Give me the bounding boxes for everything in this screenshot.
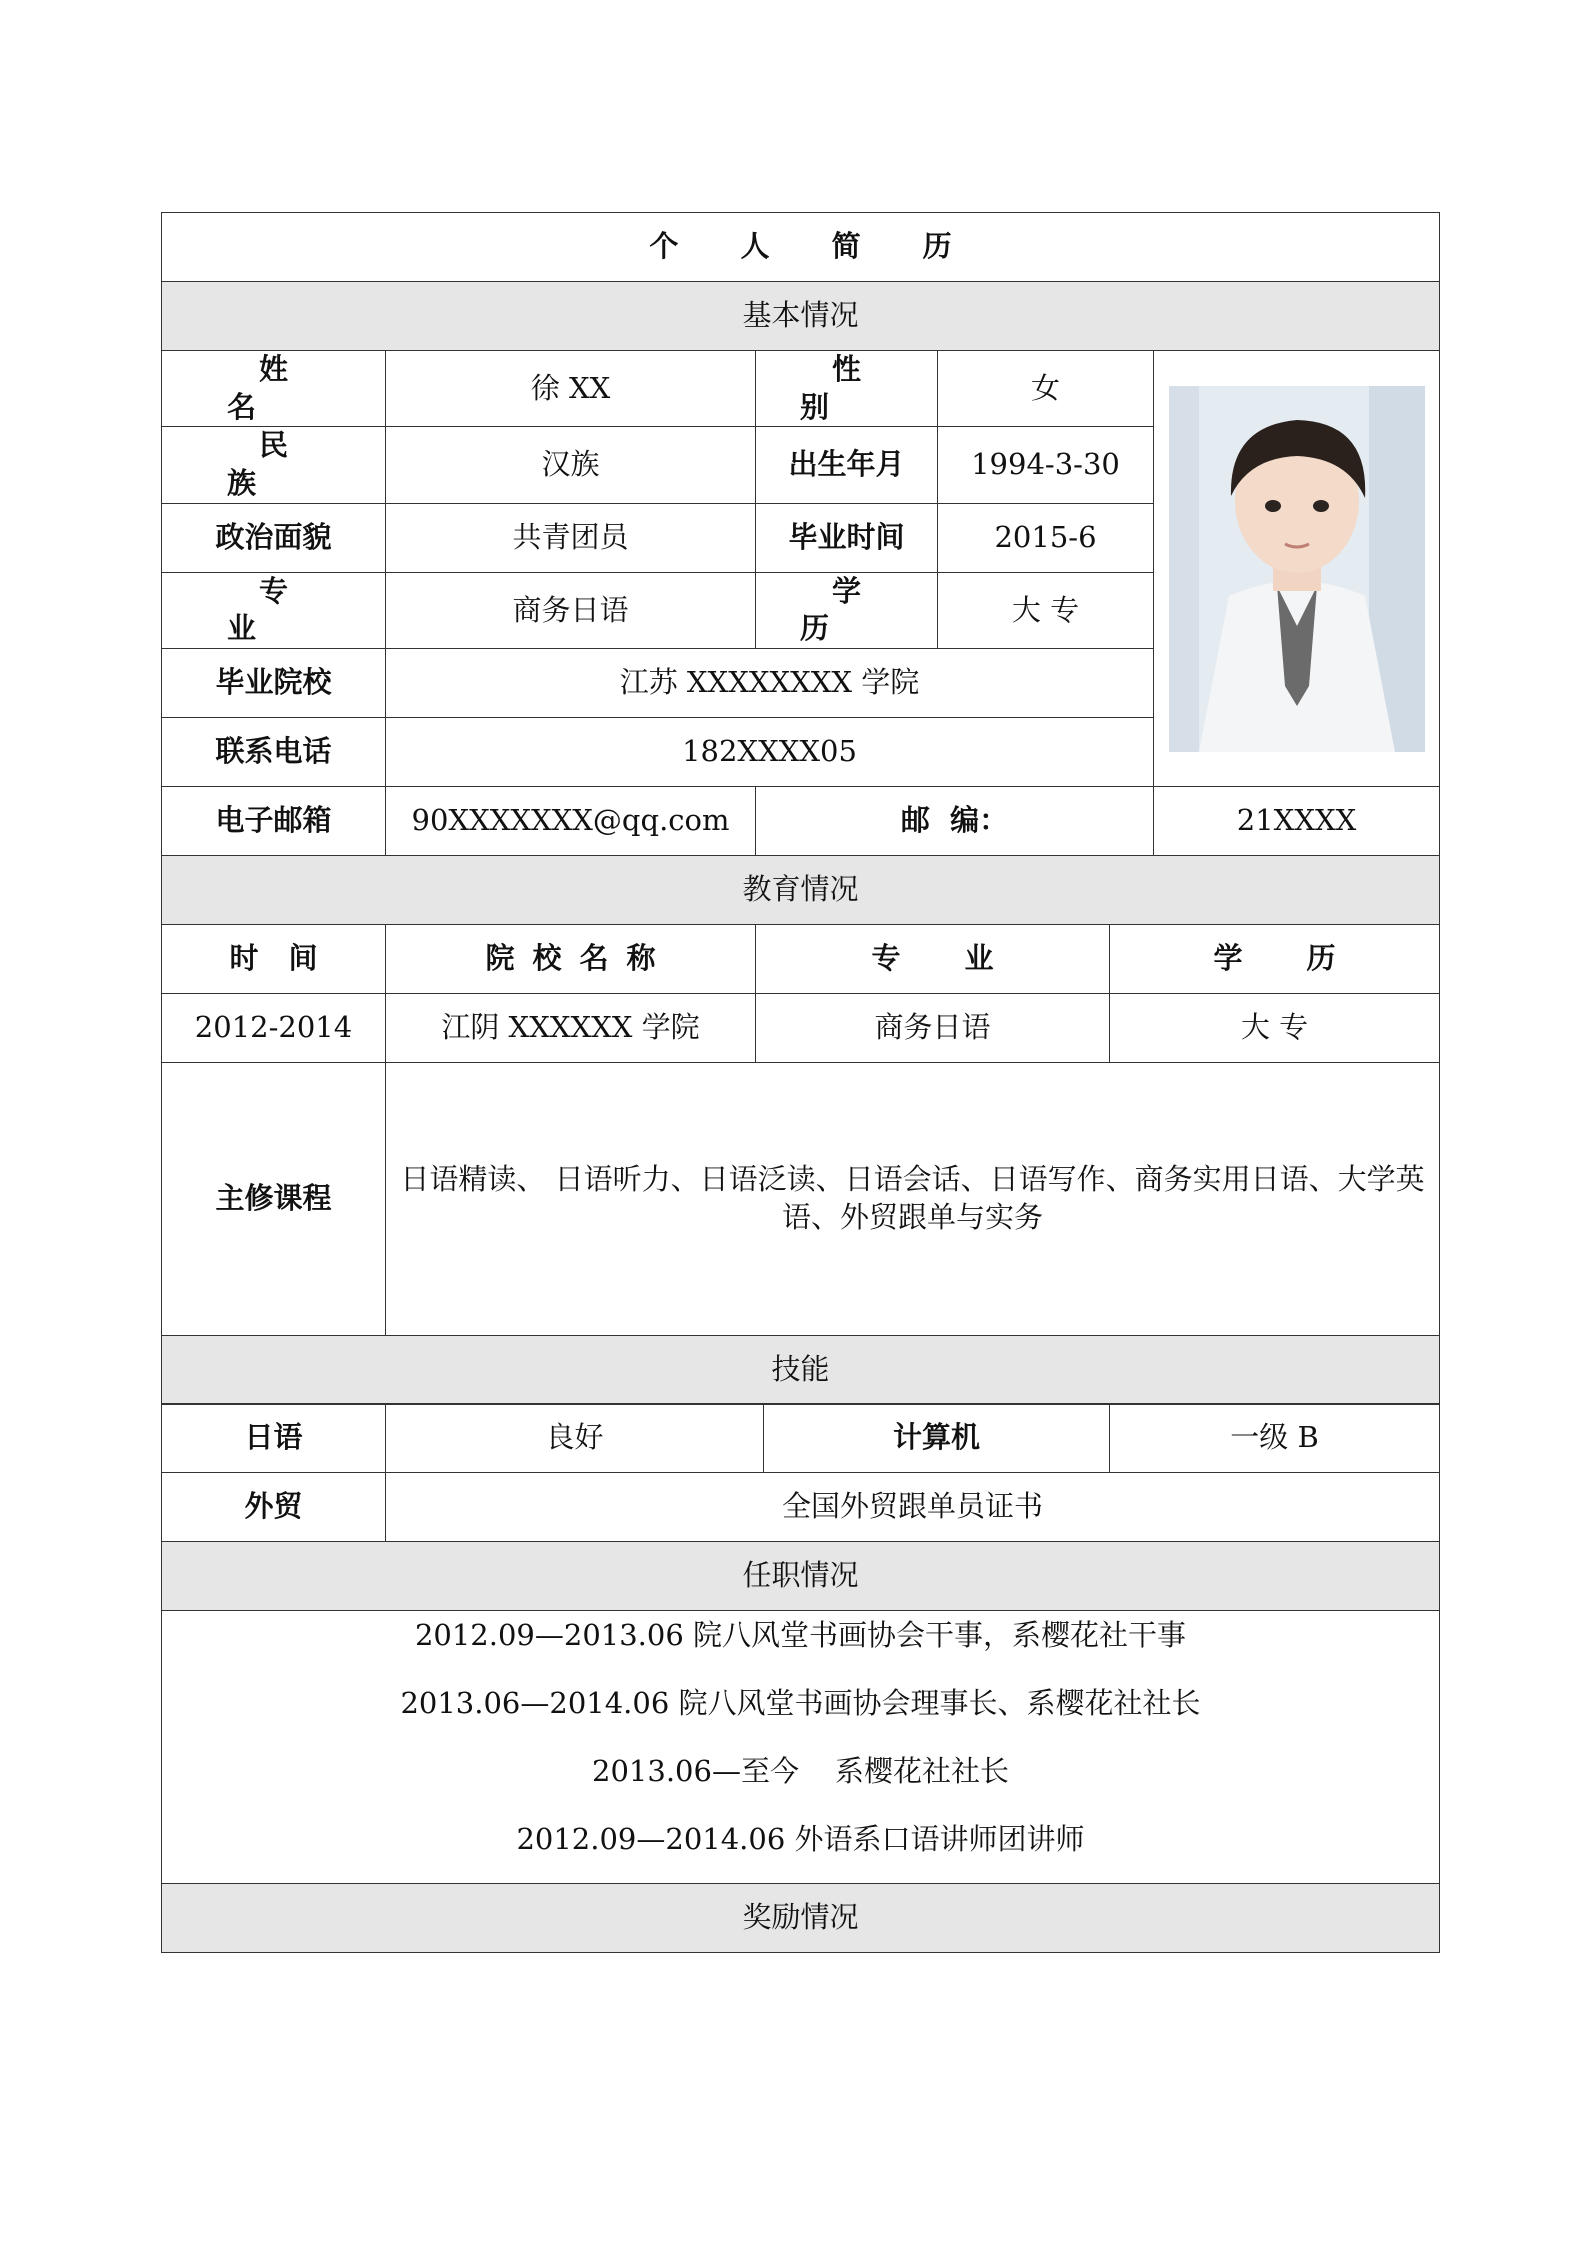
job-period: 2013.06—2014.06 — [400, 1686, 670, 1721]
school-value: 江苏 XXXXXXXX 学院 — [386, 649, 1154, 718]
page-title: 个 人 简 历 — [162, 213, 1440, 282]
phone-value: 182XXXX05 — [386, 718, 1154, 787]
education-table — [161, 924, 1440, 1405]
postcode-label: 邮 编： — [756, 787, 1154, 856]
computer-value: 一级 B — [1110, 1404, 1440, 1473]
photo-cell — [1154, 351, 1440, 787]
birth-label: 出生年月 — [756, 427, 938, 503]
courses-label: 主修课程 — [162, 1062, 386, 1335]
edu-time: 2012-2014 — [162, 993, 386, 1062]
section-skills: 技能 — [162, 1335, 1440, 1404]
postcode-value: 21XXXX — [1154, 787, 1440, 856]
edu-school: 江阴 XXXXXX 学院 — [386, 993, 756, 1062]
skills-table — [161, 1403, 1440, 1953]
list-item — [162, 1815, 1439, 1883]
section-awards: 奖励情况 — [162, 1884, 1440, 1953]
birth-value: 1994-3-30 — [938, 427, 1154, 503]
section-jobs: 任职情况 — [162, 1542, 1440, 1611]
computer-label: 计算机 — [764, 1404, 1110, 1473]
edu-header-major: 专业 — [756, 924, 1110, 993]
phone-label: 联系电话 — [162, 718, 386, 787]
ethnicity-label: 民族 — [162, 427, 386, 503]
job-period: 2013.06—至今 — [592, 1754, 799, 1789]
japanese-value: 良好 — [386, 1404, 764, 1473]
list-item — [162, 1611, 1439, 1679]
degree-label: 学历 — [756, 572, 938, 648]
resume-table — [161, 212, 1440, 925]
list-item — [162, 1679, 1439, 1747]
major-value: 商务日语 — [386, 572, 756, 648]
job-desc: 外语系口语讲师团讲师 — [794, 1822, 1085, 1857]
edu-header-school: 院校名称 — [386, 924, 756, 993]
gender-label: 性别 — [756, 351, 938, 427]
trade-value: 全国外贸跟单员证书 — [386, 1473, 1440, 1542]
job-desc: 院八风堂书画协会干事，系樱花社干事 — [693, 1618, 1187, 1653]
edu-degree: 大 专 — [1110, 993, 1440, 1062]
jobs-list — [162, 1611, 1440, 1884]
table-row — [162, 993, 1440, 1062]
job-period: 2012.09—2013.06 — [414, 1618, 684, 1653]
edu-header-time: 时间 — [162, 924, 386, 993]
edu-major: 商务日语 — [756, 993, 1110, 1062]
list-item — [162, 1747, 1439, 1815]
profile-photo-illustration — [1169, 386, 1425, 752]
job-desc: 系樱花社社长 — [834, 1754, 1009, 1789]
japanese-label: 日语 — [162, 1404, 386, 1473]
major-label: 专业 — [162, 572, 386, 648]
school-label: 毕业院校 — [162, 649, 386, 718]
politics-value: 共青团员 — [386, 503, 756, 572]
edu-header-degree: 学历 — [1110, 924, 1440, 993]
profile-photo — [1169, 386, 1425, 752]
gender-value: 女 — [938, 351, 1154, 427]
politics-label: 政治面貌 — [162, 503, 386, 572]
section-basic-info: 基本情况 — [162, 282, 1440, 351]
email-value: 90XXXXXXX@qq.com — [386, 787, 756, 856]
courses-value: 日语精读、 日语听力、日语泛读、日语会话、日语写作、商务实用日语、大学英语、外贸跟单与实务 — [386, 1062, 1440, 1335]
trade-label: 外贸 — [162, 1473, 386, 1542]
section-education: 教育情况 — [162, 856, 1440, 925]
email-label: 电子邮箱 — [162, 787, 386, 856]
resume-sheet — [161, 212, 1439, 1953]
degree-value: 大 专 — [938, 572, 1154, 648]
name-label: 姓名 — [162, 351, 386, 427]
grad-time-value: 2015-6 — [938, 503, 1154, 572]
name-value: 徐 XX — [386, 351, 756, 427]
ethnicity-value: 汉族 — [386, 427, 756, 503]
job-period: 2012.09—2014.06 — [516, 1822, 786, 1857]
job-desc: 院八风堂书画协会理事长、系樱花社社长 — [678, 1686, 1201, 1721]
grad-time-label: 毕业时间 — [756, 503, 938, 572]
